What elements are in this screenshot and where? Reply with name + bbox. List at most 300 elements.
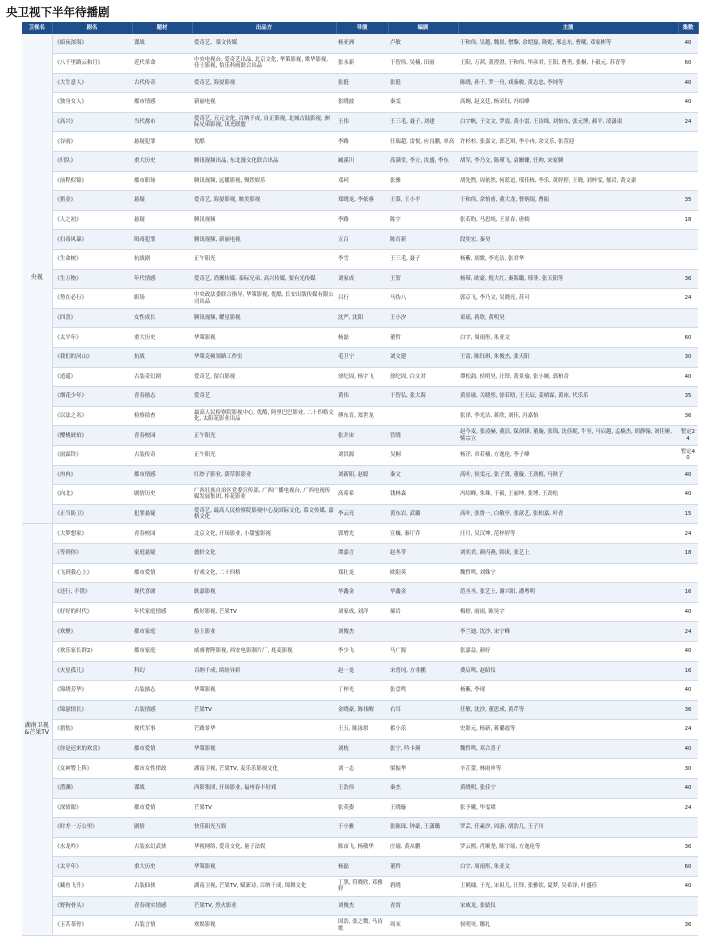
director-cell: 杨亚洲 bbox=[336, 34, 388, 54]
producer-cell: 华策影视 bbox=[192, 328, 336, 348]
producer-cell: 爱奇艺, 海晏影视 bbox=[192, 73, 336, 93]
cast-cell: 汪月, 吴汉坤, 范梓婷等 bbox=[458, 524, 678, 544]
screenwriter-cell: 庄瑜, 黄从鹏 bbox=[388, 837, 458, 857]
genre-cell: 检察侦查 bbox=[132, 406, 192, 426]
director-cell: 国浩, 张之微, 马诗歌 bbox=[336, 916, 388, 936]
episodes-cell: 40 bbox=[678, 877, 698, 897]
table-row bbox=[22, 916, 698, 936]
screenwriter-cell: 右耳 bbox=[388, 700, 458, 720]
episodes-cell bbox=[678, 308, 698, 328]
drama-name-cell: 《太平年》 bbox=[52, 857, 132, 877]
episodes-cell: 40 bbox=[678, 681, 698, 701]
director-cell: 丁梓光 bbox=[336, 681, 388, 701]
director-cell: 王伟 bbox=[336, 112, 388, 132]
producer-cell: 西影集团, 开场影业, 福州春丰好戏 bbox=[192, 779, 336, 799]
screenwriter-cell: 吴桐 bbox=[388, 445, 458, 465]
producer-cell: 腾讯视频, 新丽电视 bbox=[192, 230, 336, 250]
screenwriter-cell: 王小汐 bbox=[388, 308, 458, 328]
cast-cell: 高叶, 张鲁一, 白敬亭, 张歆艺, 张柏嘉, 叶青 bbox=[458, 504, 678, 524]
director-cell: 张晓波 bbox=[336, 93, 388, 113]
episodes-cell: 30 bbox=[678, 759, 698, 779]
cast-cell: 张嘉益, 颜好 bbox=[458, 641, 678, 661]
table-row bbox=[22, 798, 698, 818]
episodes-cell: 40 bbox=[678, 602, 698, 622]
producer-cell: 正午阳光 bbox=[192, 250, 336, 270]
screenwriter-cell: 管晓 bbox=[388, 426, 458, 446]
cast-cell: 费启鸣, 赵昭仪 bbox=[458, 661, 678, 681]
genre-cell: 悬疑 bbox=[132, 210, 192, 230]
producer-cell: 快乐阳光互娱 bbox=[192, 818, 336, 838]
genre-cell: 都市家庭 bbox=[132, 622, 192, 642]
column-header: 主演 bbox=[458, 22, 678, 34]
screenwriter-cell: 秦文 bbox=[388, 465, 458, 485]
producer-cell: 湖南卫视, 芒果TV, 麦乐乐影视文化 bbox=[192, 759, 336, 779]
producer-cell: 红纱子影业, 荫草影影业 bbox=[192, 465, 336, 485]
director-cell: 谭嘉言 bbox=[336, 543, 388, 563]
cast-cell: 童瑶, 蒋欣, 黄明昊 bbox=[458, 308, 678, 328]
drama-name-cell: 《势在必行》 bbox=[52, 289, 132, 309]
episodes-cell: 40 bbox=[678, 73, 698, 93]
genre-cell: 重大历史 bbox=[132, 857, 192, 877]
director-cell: 郑壮龙 bbox=[336, 563, 388, 583]
drama-name-cell: 《八千里路云和月》 bbox=[52, 54, 132, 74]
producer-cell: 爱奇艺、慕文传媒 bbox=[192, 34, 336, 54]
genre-cell: 职场 bbox=[132, 289, 192, 309]
table-row bbox=[22, 720, 698, 740]
genre-cell: 古装情感 bbox=[132, 700, 192, 720]
cast-cell: 于和伟, 吴越, 魏晨, 僧黎, 余皑磊, 隆妮, 邢志东, 曹曦, 邓家彬等 bbox=[458, 34, 678, 54]
episodes-cell: 36 bbox=[678, 269, 698, 289]
producer-cell: 华策影视 bbox=[192, 857, 336, 877]
drama-name-cell: 《野狗骨头》 bbox=[52, 896, 132, 916]
episodes-cell: 36 bbox=[678, 700, 698, 720]
genre-cell: 古装仙侠 bbox=[132, 877, 192, 897]
producer-cell: 华视网络, 爱奇文化, 量子法娱 bbox=[192, 837, 336, 857]
episodes-cell: 40 bbox=[678, 779, 698, 799]
drama-name-cell: 《向北》 bbox=[52, 485, 132, 505]
director-cell: 郑晓龙, 李依睿 bbox=[336, 191, 388, 211]
screenwriter-cell: 陈宇 bbox=[388, 210, 458, 230]
cast-cell: 胡先煦, 周依然, 何蓝逗, 邢佳栋, 李乐, 黄婷婷, 王晓, 刘梓雯, 郁岩, 黄文豪 bbox=[458, 171, 678, 191]
drama-name-cell: 《等到你》 bbox=[52, 543, 132, 563]
cast-cell: 郭京飞, 李乃文, 吴晓亮, 苏可 bbox=[458, 289, 678, 309]
screenwriter-cell: 毕鑫金 bbox=[388, 583, 458, 603]
genre-cell: 都市女性律政 bbox=[132, 759, 192, 779]
table-row bbox=[22, 406, 698, 426]
cast-cell: 冯绍峰, 朱珠, 于毅, 王丽坤, 张博, 王劲松 bbox=[458, 485, 678, 505]
screenwriter-cell: 卢敏 bbox=[388, 34, 458, 54]
column-header: 卫视名 bbox=[22, 22, 52, 34]
cast-cell: 王阳, 万茜, 黄澄澄, 于和伟, 毕彦君, 王阳, 曹勇, 张桐, 卜毅元, 苏青等 bbox=[458, 54, 678, 74]
episodes-cell: 35 bbox=[678, 387, 698, 407]
table-row bbox=[22, 504, 698, 524]
table-row bbox=[22, 328, 698, 348]
director-cell: 于小雅 bbox=[336, 818, 388, 838]
producer-cell: 华策克顿领路工作室 bbox=[192, 348, 336, 368]
episodes-cell: 36 bbox=[678, 916, 698, 936]
director-cell: 傅东育, 郑世龙 bbox=[336, 406, 388, 426]
screenwriter-cell: 陈育新 bbox=[388, 230, 458, 250]
producer-cell: 芒路景华 bbox=[192, 720, 336, 740]
genre-cell: 都市爱情 bbox=[132, 563, 192, 583]
producer-cell: 优酷 bbox=[192, 132, 336, 152]
drama-name-cell: 《我们的河山》 bbox=[52, 348, 132, 368]
drama-name-cell: 《太平年》 bbox=[52, 328, 132, 348]
episodes-cell bbox=[678, 132, 698, 152]
genre-cell: 青春励志 bbox=[132, 387, 192, 407]
screenwriter-cell: 郝岩 bbox=[388, 602, 458, 622]
genre-cell: 年代情感 bbox=[132, 269, 192, 289]
cast-cell: 张予曦, 毕雯珺 bbox=[458, 798, 678, 818]
drama-name-cell: 《好好的时代》 bbox=[52, 602, 132, 622]
episodes-cell: 18 bbox=[678, 543, 698, 563]
director-cell: 沈严, 沈阳 bbox=[336, 308, 388, 328]
producer-cell: 爱奇艺 bbox=[192, 387, 336, 407]
genre-cell: 都市爱情 bbox=[132, 739, 192, 759]
screenwriter-cell: 钱林森 bbox=[388, 485, 458, 505]
cast-cell: 任敏, 沈沙, 董思成, 黄芹等 bbox=[458, 700, 678, 720]
drama-name-cell: 《玉茗茶骨》 bbox=[52, 916, 132, 936]
drama-name-cell: 《人之初》 bbox=[52, 210, 132, 230]
genre-cell: 当代都市 bbox=[132, 112, 192, 132]
cast-cell: 许杉杉, 张嘉文, 郭艺琪, 李小冉, 余文乐, 张萱迎 bbox=[458, 132, 678, 152]
drama-name-cell: 《女神警上阵》 bbox=[52, 759, 132, 779]
producer-cell: 中央电视台, 爱奇艺出品, 北京文化, 华策影视, 歌华影视, 佳士影视, 恰乐科画联合出品 bbox=[192, 54, 336, 74]
screenwriter-cell: 张宁, 吟卡瑛 bbox=[388, 739, 458, 759]
producer-cell: 威睿奢陛影视, 西安电影制片厂, 兆麦影视 bbox=[192, 641, 336, 661]
genre-cell: 科幻 bbox=[132, 661, 192, 681]
episodes-cell bbox=[678, 896, 698, 916]
table-row bbox=[22, 269, 698, 289]
genre-cell: 都市家庭 bbox=[132, 641, 192, 661]
director-cell: 毕鑫金 bbox=[336, 583, 388, 603]
director-cell: 陈宙飞, 杨敬华 bbox=[336, 837, 388, 857]
genre-cell: 都市情感 bbox=[132, 465, 192, 485]
table-row bbox=[22, 93, 698, 113]
producer-cell: 腾讯视频 bbox=[192, 210, 336, 230]
producer-cell: 捡上影业 bbox=[192, 622, 336, 642]
drama-name-cell: 《水龙吟》 bbox=[52, 837, 132, 857]
cast-cell: 张译, 李光洁, 蒋欣, 刘佳, 冯嘉怡 bbox=[458, 406, 678, 426]
producer-cell: 芒果TV, 烈火影业 bbox=[192, 896, 336, 916]
drama-table bbox=[22, 22, 699, 936]
drama-name-cell: 《猎豹》 bbox=[52, 720, 132, 740]
cast-cell: 黄景瑜, 关晓彤, 徐若晗, 王天辰, 姜晴霖, 黄冰, 代乐乐 bbox=[458, 387, 678, 407]
drama-name-cell: 《生命树》 bbox=[52, 250, 132, 270]
episodes-cell: 36 bbox=[678, 406, 698, 426]
column-header: 编剧 bbox=[388, 22, 458, 34]
episodes-cell: 60 bbox=[678, 857, 698, 877]
genre-cell: 古装玄幻武侠 bbox=[132, 837, 192, 857]
cast-cell: 罗芸, 任素汐, 周游, 胡浩儿, 王子川 bbox=[458, 818, 678, 838]
director-cell: 张挺 bbox=[336, 73, 388, 93]
cast-cell: 杨幂, 欧豪, 倪大红, 秦海璐, 邢菲, 张天阳等 bbox=[458, 269, 678, 289]
table-row bbox=[22, 877, 698, 897]
genre-cell: 犯罪悬疑 bbox=[132, 504, 192, 524]
table-row bbox=[22, 308, 698, 328]
genre-cell: 古装传奇 bbox=[132, 445, 192, 465]
cast-cell: 辛芷蕾, 林雨申等 bbox=[458, 759, 678, 779]
episodes-cell: 60 bbox=[678, 328, 698, 348]
screenwriter-cell: 梁振华 bbox=[388, 759, 458, 779]
genre-cell: 年代家庭情感 bbox=[132, 602, 192, 622]
cast-cell: 白宇, 周雨彤, 朱亚文 bbox=[458, 328, 678, 348]
page-title: 央卫视下半年待播剧 bbox=[6, 5, 110, 19]
table-row bbox=[22, 34, 698, 54]
episodes-cell: 35 bbox=[678, 191, 698, 211]
genre-cell: 古代传奇 bbox=[132, 73, 192, 93]
drama-name-cell: 《欢聚》 bbox=[52, 622, 132, 642]
genre-cell: 谍战 bbox=[132, 779, 192, 799]
table-row bbox=[22, 289, 698, 309]
producer-cell: 中央政法委联合指导, 华策影视, 优酷, 长安出版传媒有限公司出品 bbox=[192, 289, 336, 309]
table-body bbox=[22, 34, 698, 935]
genre-cell: 谍战 bbox=[132, 34, 192, 54]
genre-cell: 古装奇幻剧 bbox=[132, 367, 192, 387]
table-row bbox=[22, 524, 698, 544]
drama-name-cell: 《欢乐家长群2》 bbox=[52, 641, 132, 661]
screenwriter-cell: 马广源 bbox=[388, 641, 458, 661]
drama-name-cell: 《前程似锦》 bbox=[52, 171, 132, 191]
table-row bbox=[22, 837, 698, 857]
episodes-cell: 40 bbox=[678, 641, 698, 661]
screenwriter-cell: 周末 bbox=[388, 916, 458, 936]
satellite-name: 央视 bbox=[22, 34, 52, 524]
episodes-cell: 暂定24 bbox=[678, 426, 698, 446]
table-row bbox=[22, 896, 698, 916]
table-row bbox=[22, 563, 698, 583]
drama-name-cell: 《大梦想家》 bbox=[52, 524, 132, 544]
producer-cell: 腾讯视频出品, 东北漫文化联合出品 bbox=[192, 152, 336, 172]
screenwriter-cell: 赵冬苓 bbox=[388, 543, 458, 563]
episodes-cell bbox=[678, 152, 698, 172]
genre-cell: 青春现实情感 bbox=[132, 896, 192, 916]
drama-name-cell: 《锦瑟情长》 bbox=[52, 700, 132, 720]
cast-cell: 黄晓明, 张佳宁 bbox=[458, 779, 678, 799]
screenwriter-cell: 王贺 bbox=[388, 269, 458, 289]
table-row bbox=[22, 54, 698, 74]
column-header: 出品方 bbox=[192, 22, 336, 34]
table-row bbox=[22, 622, 698, 642]
producer-cell: 腾讯视频, 耀星影视 bbox=[192, 308, 336, 328]
director-cell: 刘枕 bbox=[336, 739, 388, 759]
director-cell: 刘新阳, 赵聪 bbox=[336, 465, 388, 485]
cast-cell: 段奕宏, 秦昊 bbox=[458, 230, 678, 250]
genre-cell: 现代军事 bbox=[132, 720, 192, 740]
table-row bbox=[22, 171, 698, 191]
genre-cell: 近代革命 bbox=[132, 54, 192, 74]
producer-cell: 爱奇艺, 最高人民检察院影视中心及国际文化, 慕文传媒, 嘉格文化 bbox=[192, 504, 336, 524]
column-header: 剧名 bbox=[52, 22, 132, 34]
table-row bbox=[22, 367, 698, 387]
drama-name-cell: 《扫毒风暴》 bbox=[52, 230, 132, 250]
episodes-cell: 40 bbox=[678, 465, 698, 485]
cast-cell: 赵今麦, 张凌赫, 董洁, 保剑锋, 董璇, 张锦, 沈佳妮, 牛至, 马启越, 孟楠杰, 胡静翰, 刘佳娅, 柴宗立 bbox=[458, 426, 678, 446]
drama-name-cell: 《高兴》 bbox=[52, 112, 132, 132]
producer-cell: 北京文化, 开场影业, 小甜蜜影视 bbox=[192, 524, 336, 544]
cast-cell: 于和伟, 余怡甫, 董大龙, 曹炳琨, 曹振 bbox=[458, 191, 678, 211]
cast-cell: 魏哲鸣, 邓合喜子 bbox=[458, 739, 678, 759]
drama-name-cell: 《烟花少年》 bbox=[52, 387, 132, 407]
producer-cell: 好戏文化, 二十四格 bbox=[192, 563, 336, 583]
director-cell: 五百 bbox=[336, 230, 388, 250]
episodes-cell: 40 bbox=[678, 739, 698, 759]
drama-name-cell: 《潜渊》 bbox=[52, 779, 132, 799]
genre-cell: 抗战剧 bbox=[132, 250, 192, 270]
drama-name-cell: 《归队》 bbox=[52, 152, 132, 172]
cast-cell: 侯明昊, 娜扎 bbox=[458, 916, 678, 936]
director-cell: 黄伟 bbox=[336, 387, 388, 407]
drama-name-cell: 《冉冉》 bbox=[52, 465, 132, 485]
director-cell: 刘一志 bbox=[336, 759, 388, 779]
drama-name-cell: 《生万物》 bbox=[52, 269, 132, 289]
genre-cell: 古装言情 bbox=[132, 916, 192, 936]
producer-cell: 华策影视 bbox=[192, 739, 336, 759]
table-row bbox=[22, 543, 698, 563]
screenwriter-cell: 高满堂, 李立, 汝盛, 李东 bbox=[388, 152, 458, 172]
screenwriter-cell: 王晓璇 bbox=[388, 798, 458, 818]
genre-cell: 悬疑 bbox=[132, 191, 192, 211]
screenwriter-cell: 于智伟, 吴楠, 田雨 bbox=[388, 54, 458, 74]
table-row bbox=[22, 152, 698, 172]
genre-cell: 剧情 bbox=[132, 818, 192, 838]
episodes-cell: 30 bbox=[678, 348, 698, 368]
director-cell: 张永新 bbox=[336, 54, 388, 74]
director-cell: 高希希 bbox=[336, 485, 388, 505]
table-row bbox=[22, 132, 698, 152]
cast-cell: 杨紫, 李现 bbox=[458, 681, 678, 701]
screenwriter-cell: 碧晓 bbox=[388, 877, 458, 897]
producer-cell: 正午阳光 bbox=[192, 445, 336, 465]
table-row bbox=[22, 583, 698, 603]
director-cell: 李路 bbox=[336, 132, 388, 152]
drama-name-cell: 《逍遥》 bbox=[52, 367, 132, 387]
drama-name-cell: 《暗夜深海》 bbox=[52, 34, 132, 54]
director-cell: 刘家成, 刘洋 bbox=[336, 602, 388, 622]
cast-cell: 王鹤棣, 于光, 宋祖儿, 汪铎, 张雅钦, 夏梦, 吴希泽, 叶盛佳 bbox=[458, 877, 678, 897]
episodes-cell bbox=[678, 563, 698, 583]
table-row bbox=[22, 387, 698, 407]
satellite-name: 湖南卫视&芒果TV bbox=[22, 524, 52, 935]
genre-cell: 抗战 bbox=[132, 348, 192, 368]
screenwriter-cell: 任瑞超, 雷悦, 应良鹏, 单高 bbox=[388, 132, 458, 152]
genre-cell: 都市职场 bbox=[132, 171, 192, 191]
screenwriter-cell: 董哲 bbox=[388, 857, 458, 877]
episodes-cell: 40 bbox=[678, 367, 698, 387]
drama-name-cell: 《大生意人》 bbox=[52, 73, 132, 93]
drama-name-cell: 《雨霖铃》 bbox=[52, 445, 132, 465]
screenwriter-cell: 欧阳英 bbox=[388, 563, 458, 583]
table-row bbox=[22, 230, 698, 250]
drama-name-cell: 《正当防卫》 bbox=[52, 504, 132, 524]
director-cell: 李路 bbox=[336, 210, 388, 230]
table-row bbox=[22, 485, 698, 505]
episodes-cell: 16 bbox=[678, 583, 698, 603]
episodes-cell: 24 bbox=[678, 720, 698, 740]
director-cell: 赵一龙 bbox=[336, 661, 388, 681]
producer-cell: 爱奇艺, 留白影视 bbox=[192, 367, 336, 387]
episodes-cell: 24 bbox=[678, 622, 698, 642]
screenwriter-cell: 董哲 bbox=[388, 328, 458, 348]
drama-name-cell: 《飞到我心上》 bbox=[52, 563, 132, 583]
table-row bbox=[22, 700, 698, 720]
drama-name-cell: 《锦绣芳华》 bbox=[52, 681, 132, 701]
producer-cell: 爱奇艺, 海晏影视, 映美影视 bbox=[192, 191, 336, 211]
screenwriter-cell: 秦雯 bbox=[388, 93, 458, 113]
cast-cell: 杨紫, 胡歌, 李光洁, 张君华 bbox=[458, 250, 678, 270]
genre-cell: 缉毒犯罪 bbox=[132, 230, 192, 250]
cast-cell: 李兰迪, 沈沙, 宋宁峰 bbox=[458, 622, 678, 642]
director-cell: 张开宙 bbox=[336, 426, 388, 446]
episodes-cell: 24 bbox=[678, 524, 698, 544]
episodes-cell: 40 bbox=[678, 485, 698, 505]
table-row bbox=[22, 210, 698, 230]
episodes-cell: 24 bbox=[678, 798, 698, 818]
producer-cell: 耿嘉影视 bbox=[192, 583, 336, 603]
drama-name-cell: 《樱桃琥珀》 bbox=[52, 426, 132, 446]
genre-cell: 重大历史 bbox=[132, 328, 192, 348]
screenwriter-cell: 张挺 bbox=[388, 73, 458, 93]
table-row bbox=[22, 681, 698, 701]
episodes-cell: 40 bbox=[678, 93, 698, 113]
screenwriter-cell: 刘文建 bbox=[388, 348, 458, 368]
director-cell: 李雪 bbox=[336, 250, 388, 270]
producer-cell: 腾讯视频, 远播影视, 慢铁娱乐 bbox=[192, 171, 336, 191]
drama-name-cell: 《谷雨》 bbox=[52, 132, 132, 152]
table-row bbox=[22, 250, 698, 270]
episodes-cell: 暂定40 bbox=[678, 445, 698, 465]
producer-cell: 爱奇艺, 五元文化, 百纳千成, 自正影视, 北城古陆影视, 洲际兄弟影视, 讯光联盟 bbox=[192, 112, 336, 132]
table-row bbox=[22, 348, 698, 368]
director-cell: 李少飞 bbox=[336, 641, 388, 661]
screenwriter-cell: 张陈琛, 钟豪, 王潇璐 bbox=[388, 818, 458, 838]
drama-name-cell: 《四喜》 bbox=[52, 308, 132, 328]
screenwriter-cell: 张壹鸣 bbox=[388, 681, 458, 701]
drama-name-cell: 《时差一万公里》 bbox=[52, 818, 132, 838]
table-row bbox=[22, 602, 698, 622]
genre-cell: 现代喜剧 bbox=[132, 583, 192, 603]
producer-cell: 德轩文化 bbox=[192, 543, 336, 563]
screenwriter-cell: 宣巍, 秦厅乔 bbox=[388, 524, 458, 544]
table-row bbox=[22, 818, 698, 838]
drama-name-cell: 《火星孤儿》 bbox=[52, 661, 132, 681]
director-cell: 刘俊杰 bbox=[336, 896, 388, 916]
producer-cell: 新丽电视 bbox=[192, 93, 336, 113]
director-cell: 刘家成 bbox=[336, 269, 388, 289]
screenwriter-cell: 徐纪周, 白文君 bbox=[388, 367, 458, 387]
screenwriter-cell: 王三毛, 聂子 bbox=[388, 250, 458, 270]
drama-name-cell: 《以法之名》 bbox=[52, 406, 132, 426]
genre-cell: 剧情历史 bbox=[132, 485, 192, 505]
episodes-cell bbox=[678, 818, 698, 838]
producer-cell: 芒果TV bbox=[192, 798, 336, 818]
table-row bbox=[22, 465, 698, 485]
producer-cell: 爱奇艺, 尚馨传媒, 泰际兄弟, 高兴传媒, 要有光传媒 bbox=[192, 269, 336, 289]
table-row bbox=[22, 112, 698, 132]
producer-cell: 百纳千成, 缤纷异彩 bbox=[192, 661, 336, 681]
cast-cell: 高叶, 侯雯元, 张子贤, 董璇, 王劲植, 马秋子 bbox=[458, 465, 678, 485]
genre-cell: 重大历史 bbox=[132, 152, 192, 172]
director-cell: 杨磊 bbox=[336, 328, 388, 348]
screenwriter-cell: 张雅 bbox=[388, 171, 458, 191]
cast-cell: 范丞丞, 张艺上, 谢兴阳, 潘粤明 bbox=[458, 583, 678, 603]
episodes-cell bbox=[678, 250, 698, 270]
screenwriter-cell: 蓄小乐 bbox=[388, 720, 458, 740]
genre-cell: 都市爱情 bbox=[132, 798, 192, 818]
screenwriter-cell: 宋晋冈, 方非鹏 bbox=[388, 661, 458, 681]
column-header: 导演 bbox=[336, 22, 388, 34]
header-row bbox=[22, 22, 698, 34]
